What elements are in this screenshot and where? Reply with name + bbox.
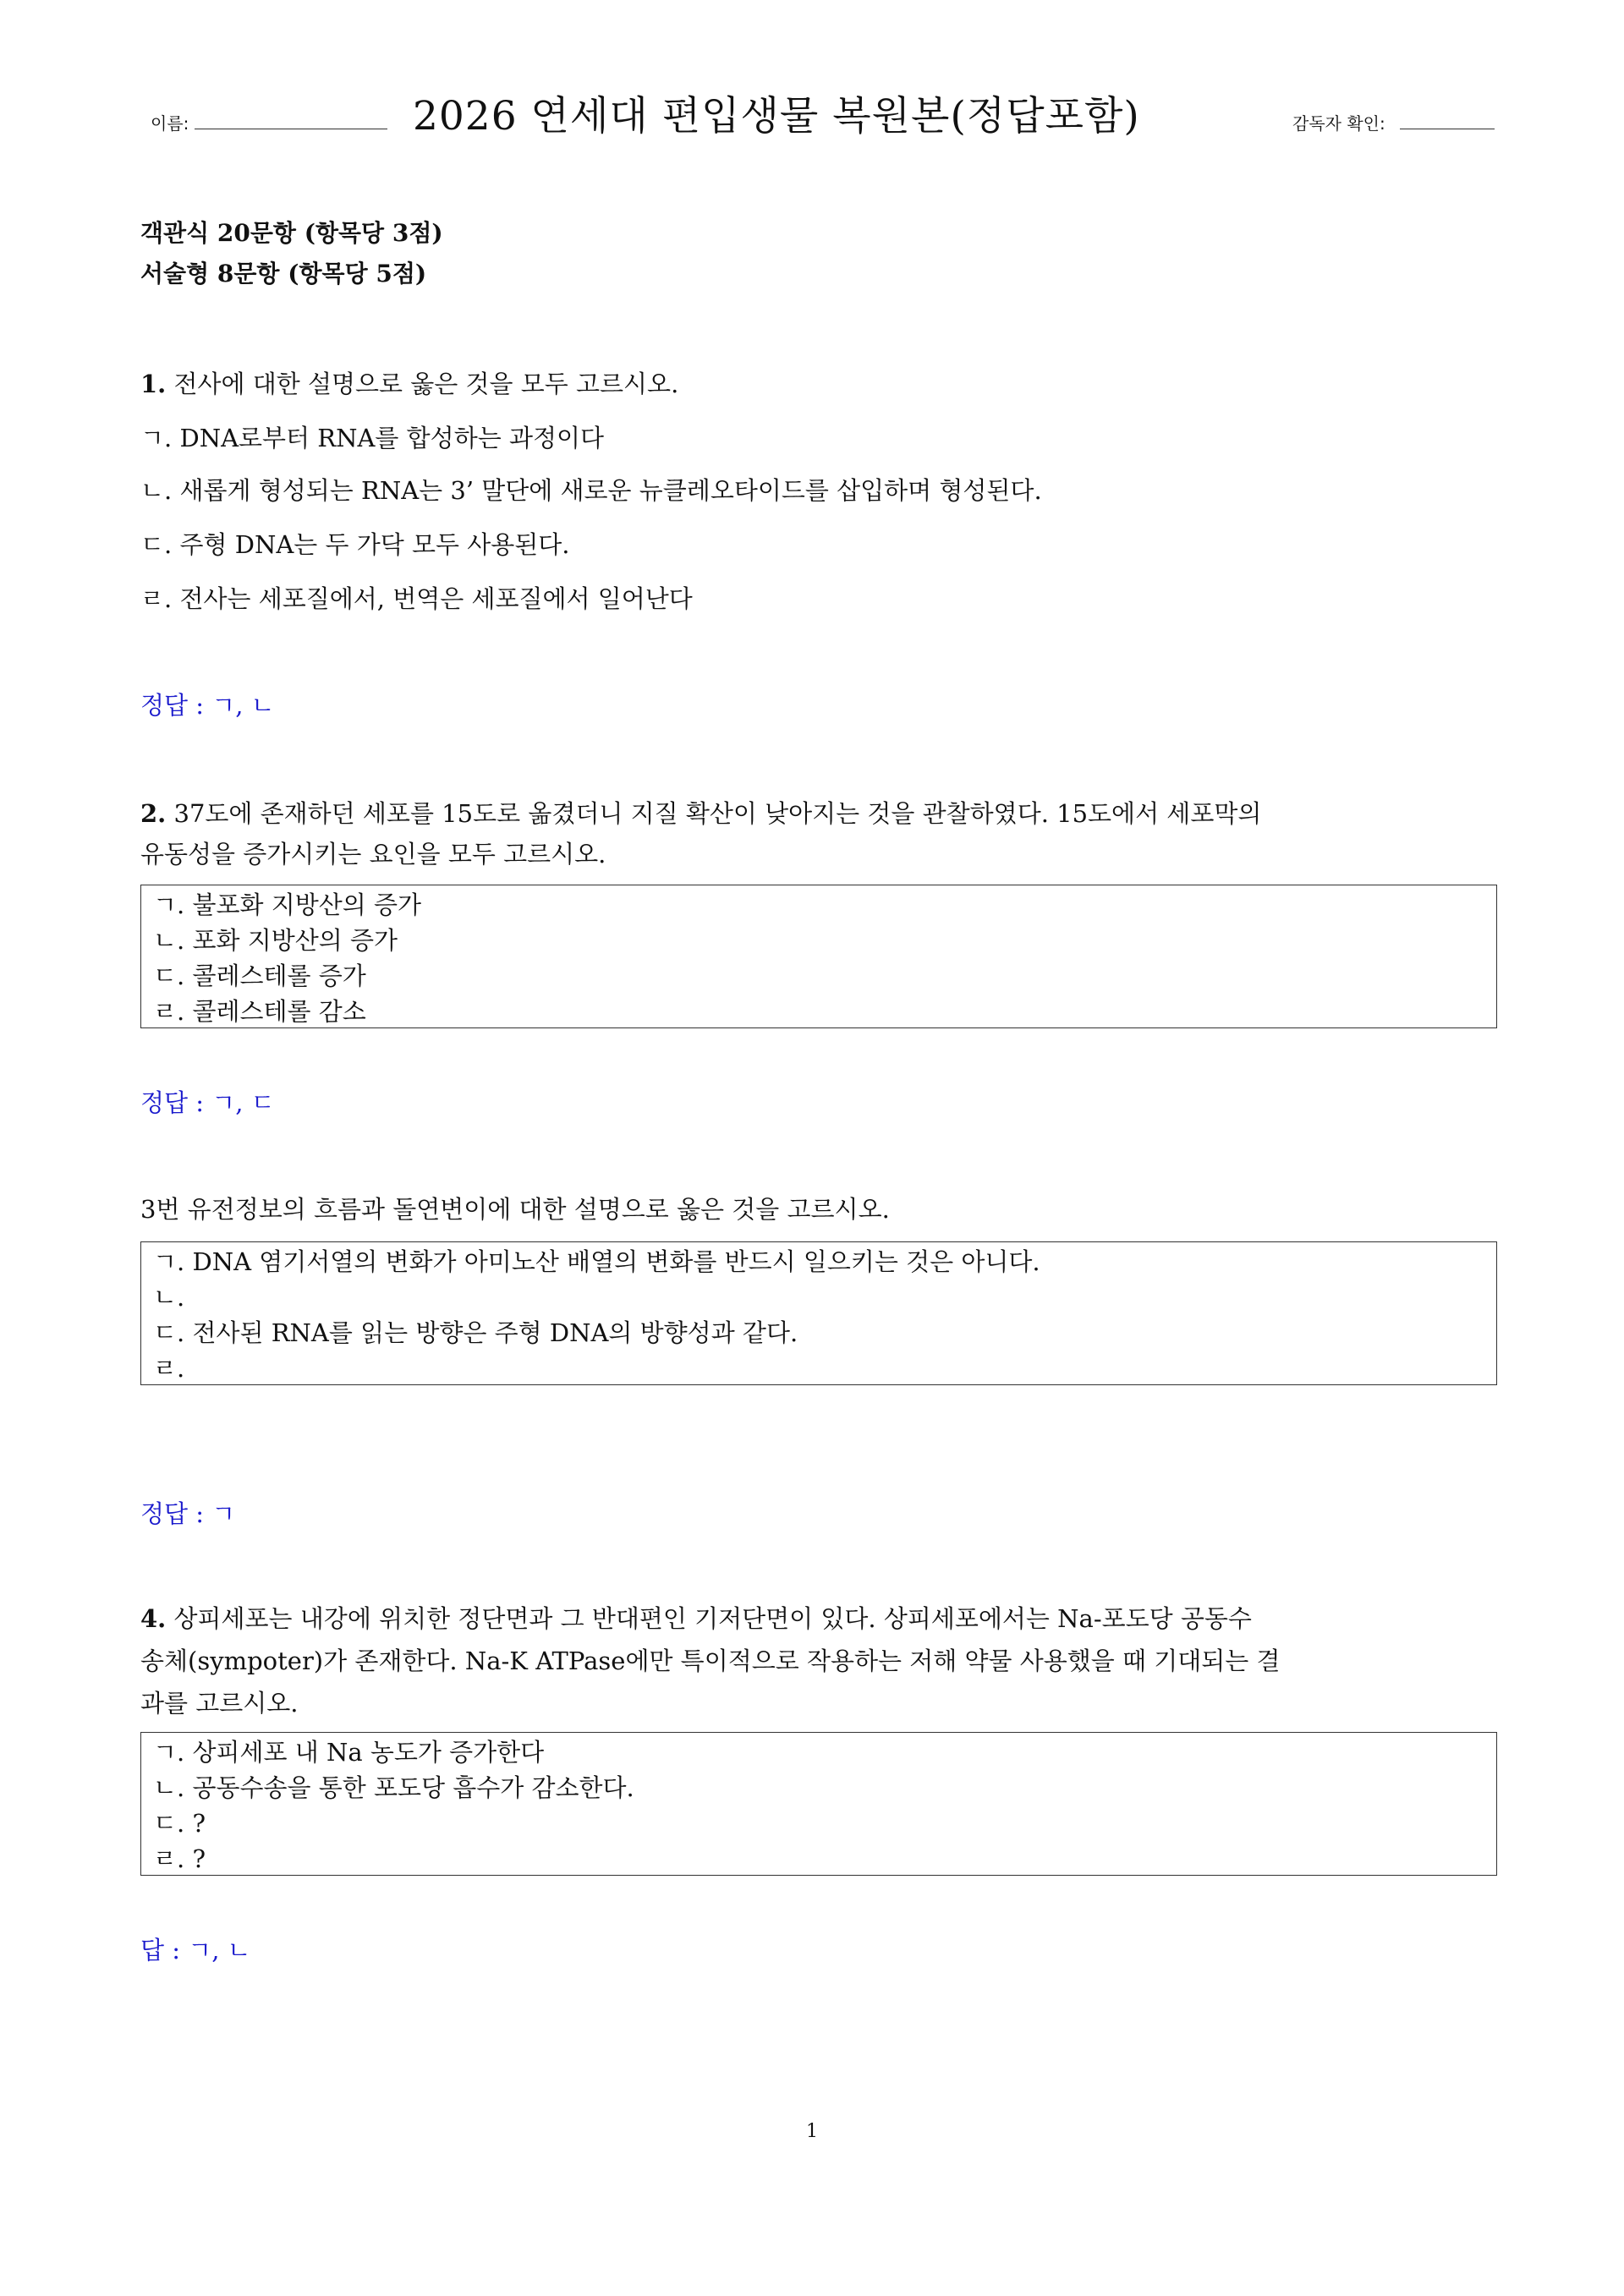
question-3-text: 3번 유전정보의 흐름과 돌연변이에 대한 설명으로 옳은 것을 고르시오. [140,1195,890,1224]
q2-answer: 정답 : ㄱ, ㄷ [140,1088,275,1117]
q3-answer: 정답 : ㄱ [140,1499,236,1528]
question-1-text: 전사에 대한 설명으로 옳은 것을 모두 고르시오. [173,370,679,398]
question-2-text-line-1: 37도에 존재하던 세포를 15도로 옮겼더니 지질 확산이 낮아지는 것을 관찰하였다. 15도에서 세포막의 [173,799,1262,828]
meta-essay-count: 서술형 8문항 (항목당 5점) [140,260,427,288]
q4-option-2: ㄴ. 공동수송을 통한 포도당 흡수가 감소한다. [153,1773,634,1802]
document-title: 2026 연세대 편입생물 복원본(정답포함) [413,93,1140,140]
question-4-text-line-3: 과를 고르시오. [140,1689,299,1718]
q1-option-2: ㄴ. 새롭게 형성되는 RNA는 3’ 말단에 새로운 뉴클레오타이드를 삽입하며 형성된다. [140,476,1042,505]
q2-option-1: ㄱ. 불포화 지방산의 증가 [153,890,422,919]
question-4 [140,1600,1252,1635]
q1-answer: 정답 : ㄱ, ㄴ [140,691,275,720]
question-2-number: 2. [140,799,167,828]
meta-objective-count: 객관식 20문항 (항목당 3점) [140,219,443,247]
question-4-number: 4. [140,1604,167,1633]
q4-option-3: ㄷ. ? [153,1809,206,1838]
question-2 [140,795,1261,830]
q3-option-3: ㄷ. 전사된 RNA를 읽는 방향은 주형 DNA의 방향성과 같다. [153,1318,798,1347]
q2-option-2: ㄴ. 포화 지방산의 증가 [153,926,398,955]
q4-option-4: ㄹ. ? [153,1844,206,1873]
q1-option-3: ㄷ. 주형 DNA는 두 가닥 모두 사용된다. [140,530,570,559]
q2-option-4: ㄹ. 콜레스테롤 감소 [153,997,366,1026]
q3-option-2: ㄴ. [153,1283,185,1312]
q3-options-box [140,1241,1497,1385]
question-4-text-line-2: 송체(sympoter)가 존재한다. Na-K ATPase에만 특이적으로 작용하는 저해 약물 사용했을 때 기대되는 결 [140,1647,1281,1675]
q2-option-3: ㄷ. 콜레스테롤 증가 [153,962,366,990]
q4-answer: 답 : ㄱ, ㄴ [140,1936,251,1964]
q2-options-box [140,885,1497,1028]
question-1-number: 1. [140,370,167,398]
q1-option-4: ㄹ. 전사는 세포질에서, 번역은 세포질에서 일어난다 [140,584,693,613]
question-2-text-line-2: 유동성을 증가시키는 요인을 모두 고르시오. [140,840,606,869]
q4-options-box [140,1732,1497,1876]
q3-option-1: ㄱ. DNA 염기서열의 변화가 아미노산 배열의 변화를 반드시 일으키는 것은 아니다. [153,1247,1040,1276]
supervisor-label: 감독자 확인: [1292,113,1385,134]
page-number: 1 [806,2121,818,2142]
page-header [0,85,1624,144]
q3-option-4: ㄹ. [153,1354,185,1383]
name-label: 이름: [151,113,189,134]
q1-option-1: ㄱ. DNA로부터 RNA를 합성하는 과정이다 [140,424,604,452]
q4-option-1: ㄱ. 상피세포 내 Na 농도가 증가한다 [153,1738,545,1767]
question-4-text-line-1: 상피세포는 내강에 위치한 정단면과 그 반대편인 기저단면이 있다. 상피세포에서는 Na-포도당 공동수 [173,1604,1252,1633]
question-1 [140,365,678,400]
